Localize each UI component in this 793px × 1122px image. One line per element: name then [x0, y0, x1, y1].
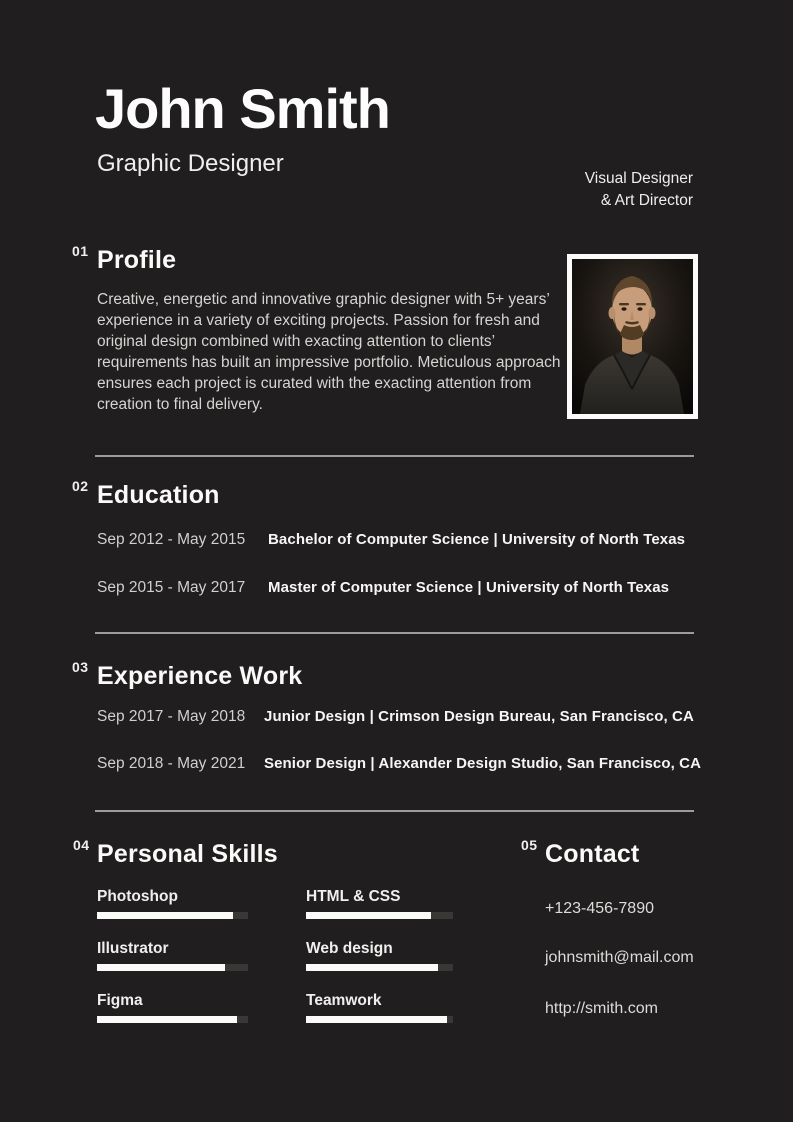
skill-item — [306, 940, 453, 971]
tagline-line-1: Visual Designer — [584, 170, 693, 187]
skill-label: Figma — [97, 992, 143, 1009]
contact-email: johnsmith@mail.com — [545, 949, 694, 966]
skill-item — [306, 888, 453, 919]
skill-bar-track — [306, 1016, 453, 1023]
contact-section-title: Contact — [545, 840, 640, 868]
experience-section-number: 03 — [72, 659, 89, 675]
skill-bar-fill — [97, 1016, 237, 1023]
education-dates: Sep 2015 - May 2017 — [97, 579, 246, 596]
tagline — [585, 168, 693, 211]
skill-item — [97, 888, 248, 919]
person-role: Graphic Designer — [97, 150, 284, 177]
education-description: Master of Computer Science | University of North Texas — [268, 579, 670, 596]
education-section-title: Education — [97, 481, 220, 509]
skill-bar-fill — [97, 912, 233, 919]
skill-bar-track — [306, 964, 453, 971]
skill-item — [97, 992, 248, 1023]
contact-website: http://smith.com — [545, 1000, 658, 1017]
profile-photo — [567, 254, 698, 419]
section-divider — [95, 455, 694, 457]
experience-dates: Sep 2017 - May 2018 — [97, 708, 246, 725]
education-description: Bachelor of Computer Science | University of North Texas — [268, 531, 686, 548]
education-dates: Sep 2012 - May 2015 — [97, 531, 246, 548]
profile-section-number: 01 — [72, 243, 89, 259]
contact-phone: +123-456-7890 — [545, 900, 654, 917]
profile-photo-illustration — [572, 259, 693, 414]
skill-bar-track — [97, 912, 248, 919]
experience-dates: Sep 2018 - May 2021 — [97, 755, 246, 772]
education-section-number: 02 — [72, 478, 89, 494]
section-divider — [95, 810, 694, 812]
skill-label: Teamwork — [306, 992, 382, 1009]
skills-section-number: 04 — [73, 837, 90, 853]
skill-bar-fill — [306, 1016, 447, 1023]
skills-section-title: Personal Skills — [97, 840, 278, 868]
profile-text: Creative, energetic and innovative graphic designer with 5+ years’ experience in a variety of exciting projects. Passion for fresh and original design combined with exacting attention to clients’ requirements has built an impressive portfolio. Meticulous approach ensures each project is curated with the exacting attention from creation to final delivery. — [97, 291, 561, 413]
skill-bar-fill — [306, 912, 431, 919]
skill-label: Illustrator — [97, 940, 169, 957]
skill-bar-track — [306, 912, 453, 919]
skill-label: Web design — [306, 940, 393, 957]
skill-bar-fill — [97, 964, 225, 971]
skill-bar-track — [97, 964, 248, 971]
skill-label: Photoshop — [97, 888, 178, 905]
person-name: John Smith — [95, 77, 390, 140]
experience-section-title: Experience Work — [97, 662, 303, 690]
skill-item — [306, 992, 453, 1023]
skill-bar-fill — [306, 964, 438, 971]
experience-description: Junior Design | Crimson Design Bureau, San Francisco, CA — [264, 708, 694, 725]
skill-label: HTML & CSS — [306, 888, 401, 905]
section-divider — [95, 632, 694, 634]
tagline-line-2: & Art Director — [600, 191, 693, 209]
profile-section-title: Profile — [97, 246, 177, 274]
skill-bar-track — [97, 1016, 248, 1023]
skill-item — [97, 940, 248, 971]
contact-section-number: 05 — [521, 837, 538, 853]
experience-description: Senior Design | Alexander Design Studio, San Francisco, CA — [264, 755, 702, 772]
